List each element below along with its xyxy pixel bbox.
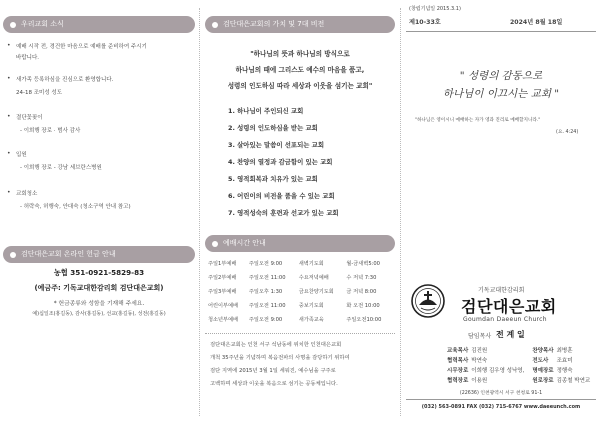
news-item-cont: - 허락숙, 허행숙, 안대숙 (청소구역 안내 참고) [20, 204, 131, 210]
schedule-cell: 주일오전 9:00 [248, 260, 283, 267]
footer-divider [406, 399, 596, 400]
scripture-reference: (요. 4:24) [556, 130, 579, 135]
news-item-text: 새가족 등록하심을 진심으로 환영합니다. [16, 77, 114, 83]
church-intro-line: 개척 35주년을 기념하며 복음전파의 사명을 감당하기 위하여 [210, 355, 350, 361]
bullet-dot-icon [10, 252, 16, 258]
worship-section-header [205, 235, 395, 252]
schedule-cell: 새벽기도회 [298, 260, 324, 267]
staff-role: 교육목사 [447, 348, 469, 354]
vision-item: 4. 찬양의 열정과 감금함이 있는 교회 [228, 158, 333, 166]
church-contact: (032) 563-0891 FAX (032) 715-6767 www.daeeunch.com [421, 404, 581, 410]
fold-divider [199, 8, 200, 416]
staff-role: 원로장로 [532, 378, 554, 384]
table-row [447, 345, 590, 355]
table-row [447, 365, 590, 375]
staff-name: 김진원 [471, 348, 488, 354]
news-bullet: • [7, 75, 11, 82]
worship-title: 예배시간 안내 [223, 239, 266, 247]
scripture-verse: "하나님은 영이시니 예배하는 자가 영과 진리로 예배할지니라." [415, 118, 541, 123]
issue-tag: (창립기념일 2015.3.1) [409, 6, 461, 12]
news-title: 우리교회 소식 [21, 20, 64, 28]
news-item-cont: - 이희행 장로 · 범사 감사 [20, 128, 81, 134]
vision-item: 2. 성령의 인도하심을 받는 교회 [228, 124, 318, 132]
schedule-cell: 주일1부예배 [208, 260, 237, 267]
news-item-cont: 24-18 조미성 성도 [16, 90, 63, 96]
news-item-text: 입원 [16, 152, 27, 158]
schedule-cell: 금요찬양기도회 [298, 288, 334, 295]
staff-table [447, 345, 590, 385]
theme-line: " 성령의 감동으로 [459, 70, 543, 82]
offering-title: 검단대은교회 온라인 헌금 안내 [21, 250, 116, 258]
church-logo-icon [411, 284, 445, 318]
table-row [208, 284, 394, 298]
staff-role: 시무장로 [447, 368, 469, 374]
vision-title: 검단대은교회의 가치 및 7대 비전 [223, 20, 325, 28]
worship-schedule-table [208, 256, 394, 326]
schedule-cell: 주일2부예배 [208, 274, 237, 281]
table-row [447, 355, 590, 365]
schedule-cell: 주일오후 1:30 [248, 288, 283, 295]
church-intro-line: 검단대은교회는 인천 서구 석남동에 위치한 인천대은교회 [210, 342, 342, 348]
church-name: 검단대은교회 [461, 297, 557, 316]
vision-item: 1. 하나님이 주인되신 교회 [228, 107, 304, 115]
schedule-cell: 수요저녁예배 [298, 274, 329, 281]
account-example: 예)십일조(홍길동), 감사(홍길동), 선교(홍길동), 성전(홍길동) [32, 311, 166, 317]
schedule-cell: 어린이부예배 [208, 302, 239, 309]
table-row [208, 256, 394, 270]
table-row [208, 312, 394, 326]
news-bullet: • [7, 42, 11, 49]
vision-item: 7. 영적성숙의 훈련과 선교가 있는 교회 [228, 209, 339, 217]
vision-item: 5. 영적회복과 치유가 있는 교회 [228, 175, 318, 183]
schedule-cell: 주일3부예배 [208, 288, 237, 295]
church-address: (22636) 인천광역시 서구 천청로 91-1 [459, 391, 543, 396]
schedule-cell: 청소년부예배 [208, 316, 239, 323]
fold-divider [400, 8, 401, 416]
staff-name: 정행숙 [556, 368, 573, 374]
table-row [208, 298, 394, 312]
bullet-dot-icon [10, 22, 16, 28]
staff-role: 명예장로 [532, 368, 554, 374]
vision-item: 3. 살아있는 말씀이 선포되는 교회 [228, 141, 325, 149]
vision-quote-line: 성령의 인도하심 따라 세상과 이웃을 섬기는 교회" [227, 82, 373, 90]
issue-number: 제10-33호 [409, 19, 441, 26]
staff-name: 조효미 [556, 358, 573, 364]
schedule-cell: 월-금새벽5:00 [346, 260, 380, 267]
account-note: * 헌금종류와 성함을 기재해 주세요. [53, 301, 145, 307]
senior-pastor-name: 전 계 일 [496, 330, 525, 339]
senior-pastor-role: 담임목사 [468, 333, 492, 340]
schedule-cell: 금 저녁 8:00 [346, 288, 377, 295]
schedule-cell: 중보기도회 [298, 302, 324, 309]
section-divider [205, 333, 395, 334]
staff-role: 전도사 [532, 358, 549, 364]
church-intro-line: 고백하며 세상과 이웃을 복음으로 섬기는 공동체입니다. [210, 381, 338, 387]
staff-name: 최병훈 [556, 348, 573, 354]
vision-item: 6. 어린이의 비전을 품을 수 있는 교회 [228, 192, 335, 200]
header-divider [406, 31, 596, 32]
staff-role: 협력장로 [447, 378, 469, 384]
staff-role: 찬양목사 [532, 348, 554, 354]
church-english-name: Goumdan Daeeun Church [463, 316, 547, 323]
offering-section-header [3, 246, 195, 263]
schedule-cell: 수 저녁 7:30 [346, 274, 377, 281]
staff-name: 김종철 박연교 [556, 378, 591, 384]
schedule-cell: 주일오전 9:00 [248, 316, 283, 323]
schedule-cell: 주일오전 11:00 [248, 274, 286, 281]
schedule-cell: 새가족교육 [298, 316, 324, 323]
table-row [447, 375, 590, 385]
theme-line: 하나님이 이끄시는 교회 " [442, 88, 560, 100]
news-bullet: • [7, 113, 11, 120]
account-number: 농협 351-0921-5829-83 [53, 268, 145, 277]
news-section-header [3, 16, 195, 33]
left-panel [0, 0, 198, 424]
staff-name: 이희행 김우영 성낙영, [471, 368, 525, 374]
staff-name: 박연숙 [471, 358, 488, 364]
schedule-cell: 화 오전 10:00 [346, 302, 380, 309]
table-row [208, 270, 394, 284]
news-item-text: 결단꽃꽂이 [16, 115, 43, 121]
vision-quote-line: 하나님의 때에 그리스도 예수의 마음을 품고, [235, 66, 365, 74]
bullet-dot-icon [212, 241, 218, 247]
account-holder: (예금주: 기독교대한감리회 검단대은교회) [34, 284, 164, 292]
staff-name: 이용원 [471, 378, 488, 384]
news-item-cont: - 이희행 장로 - 강남 세브란스병원 [20, 165, 102, 171]
news-bullet: • [7, 150, 11, 157]
vision-quote-line: "하나님의 뜻과 하나님의 방식으로 [250, 50, 350, 58]
bullet-dot-icon [212, 22, 218, 28]
vision-section-header [205, 16, 395, 33]
news-item-text: 예배 시작 전, 경건한 마음으로 예배를 준비하여 주시기 [16, 44, 147, 50]
news-bullet: • [7, 189, 11, 196]
issue-date: 2024년 8월 18일 [510, 19, 563, 26]
staff-role: 협력목사 [447, 358, 469, 364]
denomination: 기독교대한감리회 [478, 287, 525, 294]
schedule-cell: 주일오전10:00 [346, 316, 382, 323]
news-item-text: 교회청소 [16, 191, 38, 197]
news-item-cont: 바랍니다. [16, 55, 40, 61]
church-intro-line: 검단 지역에 2015년 3월 1일 세워진, 예수님을 구주로 [210, 368, 336, 374]
schedule-cell: 주일오전 11:00 [248, 302, 286, 309]
